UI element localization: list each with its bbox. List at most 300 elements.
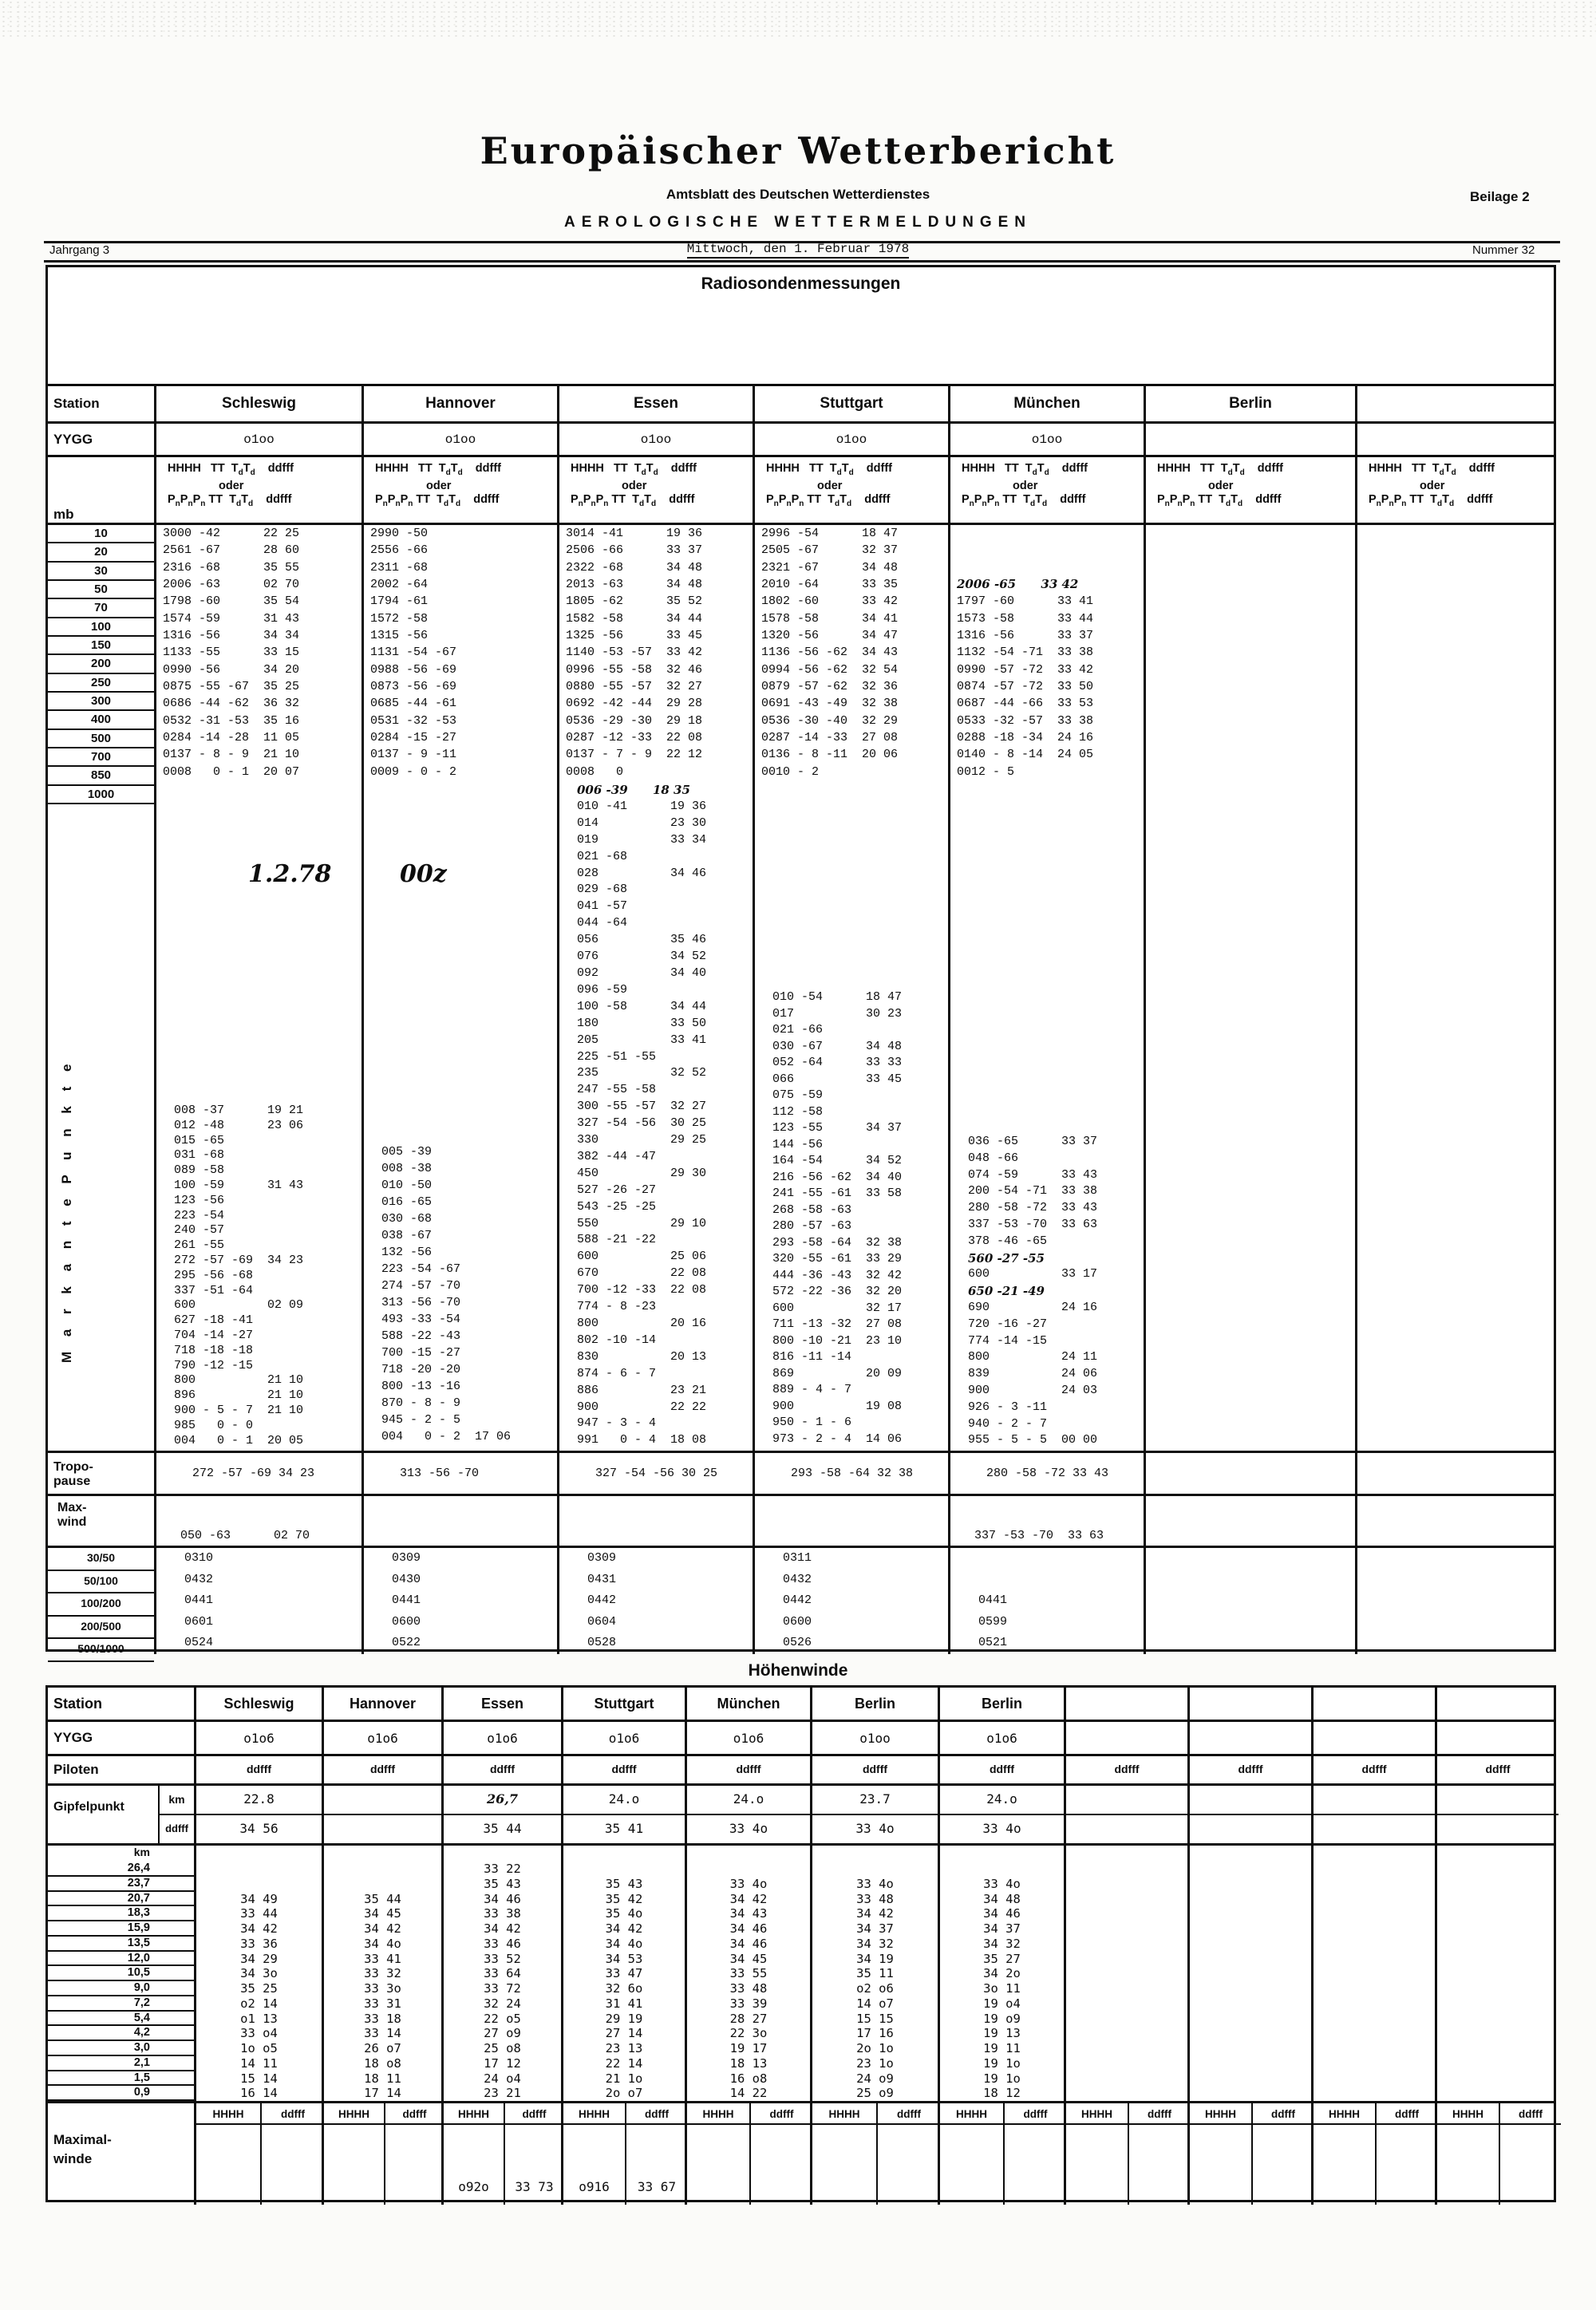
wind-value: 2o 1o bbox=[856, 2041, 894, 2055]
tropopause-value: 293 -58 -64 32 38 bbox=[791, 1467, 914, 1480]
wind-value: 31 41 bbox=[605, 1996, 643, 2011]
hw-gdd-cell-11 bbox=[1435, 1815, 1558, 1843]
level-line: 0008 0 bbox=[566, 764, 624, 779]
wind-value bbox=[1437, 1921, 1558, 1937]
max-ddfff-value bbox=[384, 2125, 444, 2205]
layer-label: 30/50 bbox=[48, 1548, 154, 1571]
hoehenwinde-table bbox=[45, 1685, 1556, 2202]
col-header-line1: HHHH TT $T_dT_d$ ddfff bbox=[962, 462, 1088, 477]
sig-line: 295 -56 -68 bbox=[174, 1268, 254, 1282]
sig-line: 005 -39 bbox=[381, 1145, 433, 1159]
rs-layer-cell-5 bbox=[948, 1548, 1144, 1654]
rs-colhdr-cell-6 bbox=[1144, 457, 1355, 523]
beilage-label: Beilage 2 bbox=[1470, 189, 1530, 204]
level-line: 0287 -12 -33 22 08 bbox=[566, 730, 703, 744]
maxwind-label bbox=[48, 1496, 154, 1530]
sig-line: 004 0 - 2 17 06 bbox=[381, 1430, 512, 1443]
layer-value bbox=[1146, 1590, 1355, 1612]
km-row-label: 10,5 bbox=[48, 1966, 194, 1981]
hw-station-label: Station bbox=[53, 1695, 102, 1712]
hw-piloten-cell-8 bbox=[1064, 1756, 1187, 1783]
col-header-line1: HHHH TT $T_dT_d$ ddfff bbox=[1157, 462, 1284, 477]
gipfel-km-value: 23.7 bbox=[812, 1786, 938, 1815]
gipfel-ddfff-value: 33 4o bbox=[982, 1821, 1021, 1836]
level-line: 0137 - 8 - 9 21 10 bbox=[163, 748, 300, 762]
sig-line: 950 - 1 - 6 bbox=[772, 1416, 852, 1429]
hw-gkm-cell-5 bbox=[685, 1786, 810, 1815]
sig-line: 313 -56 -70 bbox=[381, 1296, 461, 1309]
hw-maxval-cell-2 bbox=[322, 2125, 441, 2205]
rs-colhdr-cell-5 bbox=[948, 457, 1144, 523]
piloten-ddfff: ddfff bbox=[1361, 1763, 1387, 1775]
km-row-label: 23,7 bbox=[48, 1877, 194, 1892]
hw-yygg-cell-3 bbox=[441, 1722, 561, 1754]
level-line: 1794 -61 bbox=[370, 594, 429, 609]
sig-line: 800 -10 -21 23 10 bbox=[772, 1333, 903, 1348]
hw-piloten-cell-9 bbox=[1187, 1756, 1311, 1783]
col-header bbox=[364, 457, 557, 511]
rs-row-station bbox=[48, 384, 1554, 424]
wind-value: 32 24 bbox=[484, 1996, 521, 2011]
wind-value: 29 19 bbox=[605, 2011, 643, 2026]
wind-value bbox=[1437, 2041, 1558, 2056]
jahrgang-label: Jahrgang 3 bbox=[49, 243, 110, 257]
sig-line: 800 20 16 bbox=[577, 1317, 707, 1330]
max-hhhh-header: HHHH bbox=[687, 2103, 749, 2125]
sig-line: 038 -67 bbox=[381, 1229, 433, 1242]
issue-date: Mittwoch, den 1. Februar 1978 bbox=[687, 242, 909, 259]
hw-maxval-cell-11 bbox=[1435, 2125, 1558, 2205]
level-line: 1805 -62 35 52 bbox=[566, 594, 703, 609]
tropopause-value: 272 -57 -69 34 23 bbox=[192, 1467, 315, 1480]
wind-value: 34 53 bbox=[605, 1951, 643, 1966]
sig-line: 008 -37 19 21 bbox=[174, 1104, 304, 1117]
layer-value: 0442 bbox=[783, 1593, 812, 1608]
rs-max-cell-2 bbox=[361, 1496, 557, 1546]
maxwind-label-line: wind bbox=[57, 1515, 87, 1529]
max-ddfff-value bbox=[260, 2125, 324, 2205]
rs-mb-cell-0 bbox=[48, 525, 154, 801]
col-header-oder: oder bbox=[1208, 479, 1234, 492]
rs-mb-cell-3 bbox=[557, 525, 753, 780]
col-header bbox=[755, 457, 948, 511]
wind-value bbox=[1190, 1966, 1311, 1981]
hw-gdd-cell-5 bbox=[685, 1815, 810, 1843]
mb-label: mb bbox=[53, 507, 74, 522]
level-line: 3000 -42 22 25 bbox=[163, 527, 300, 540]
km-row-label: 1,5 bbox=[48, 2071, 194, 2087]
rs-sig-cell-5 bbox=[948, 780, 1144, 1451]
wind-value: 33 39 bbox=[729, 1996, 768, 2011]
wind-value: 34 42 bbox=[364, 1921, 401, 1936]
wind-value: 33 55 bbox=[729, 1966, 768, 1981]
wind-value: 33 41 bbox=[364, 1951, 401, 1966]
mb-level-label: 200 bbox=[48, 655, 154, 673]
sig-line: 010 -50 bbox=[381, 1179, 433, 1192]
level-line: 2006 -65 33 42 bbox=[957, 576, 1079, 591]
max-ddfff-value bbox=[1003, 2125, 1066, 2205]
sig-line: 320 -55 -61 33 29 bbox=[772, 1252, 903, 1266]
hw-station-cell-9 bbox=[1187, 1688, 1311, 1720]
level-line: 2506 -66 33 37 bbox=[566, 543, 703, 558]
sig-line: 650 -21 -49 bbox=[968, 1284, 1045, 1299]
wind-value: 33 64 bbox=[484, 1966, 521, 1981]
gipfel-ddfff-value: 33 4o bbox=[855, 1821, 895, 1836]
sig-line: 896 21 10 bbox=[174, 1388, 304, 1403]
rs-layer-cell-4 bbox=[753, 1548, 948, 1654]
layer-value: 0599 bbox=[978, 1614, 1008, 1629]
layer-value: 0600 bbox=[392, 1614, 421, 1629]
sig-line: 015 -65 bbox=[174, 1133, 225, 1147]
wind-value: 34 46 bbox=[729, 1936, 768, 1951]
rule-bottom bbox=[44, 260, 1560, 263]
sig-line: 164 -54 34 52 bbox=[772, 1154, 903, 1167]
sig-line: 774 -14 -15 bbox=[968, 1333, 1048, 1348]
col-header-oder: oder bbox=[426, 479, 452, 492]
tropopause-value bbox=[1357, 1453, 1558, 1494]
wind-value: 23 13 bbox=[605, 2041, 643, 2055]
sig-line: 940 - 2 - 7 bbox=[968, 1416, 1048, 1431]
hw-station-name: Essen bbox=[480, 1695, 524, 1712]
piloten-ddfff: ddfff bbox=[1485, 1763, 1511, 1775]
piloten-ddfff: ddfff bbox=[611, 1763, 637, 1775]
sig-line: 588 -21 -22 bbox=[577, 1233, 657, 1247]
sig-line: 076 34 52 bbox=[577, 950, 707, 964]
hw-piloten-cell-4 bbox=[561, 1756, 685, 1783]
sig-line: 900 19 08 bbox=[772, 1399, 903, 1413]
col-header-line2: $P_nP_nP_n$ TT $T_dT_d$ ddfff bbox=[1157, 492, 1282, 508]
wind-value: 16 o8 bbox=[729, 2071, 768, 2086]
wind-value: 34 46 bbox=[983, 1906, 1021, 1921]
sig-line: 036 -65 33 37 bbox=[968, 1135, 1098, 1148]
km-row-label: 13,5 bbox=[48, 1937, 194, 1952]
hw-station-cell-8 bbox=[1064, 1688, 1187, 1720]
layer-value bbox=[1357, 1570, 1558, 1591]
wind-value: 19 13 bbox=[983, 2026, 1021, 2041]
rs-trop-cell-5 bbox=[948, 1453, 1144, 1494]
tropopause-label bbox=[48, 1453, 154, 1489]
wind-value bbox=[1314, 1952, 1435, 1967]
sig-line: 030 -68 bbox=[381, 1212, 433, 1226]
hw-row-km bbox=[48, 1862, 1554, 2101]
sig-line: 096 -59 bbox=[577, 982, 628, 997]
layer-value: 0522 bbox=[392, 1636, 421, 1650]
wind-value bbox=[1314, 2012, 1435, 2027]
wind-value: 35 43 bbox=[605, 1876, 643, 1891]
gipfel-km-value: 24.o bbox=[940, 1786, 1064, 1815]
hw-row-yygg bbox=[48, 1722, 1554, 1756]
hw-gdd-cell-10 bbox=[1311, 1815, 1435, 1843]
wind-value: o2 o6 bbox=[856, 1981, 894, 1996]
hw-row-station bbox=[48, 1688, 1554, 1722]
wind-value: 34 32 bbox=[856, 1936, 894, 1951]
sig-line: 274 -57 -70 bbox=[381, 1279, 461, 1293]
level-line: 1131 -54 -67 bbox=[370, 646, 457, 660]
hw-maxhdr-cell-8 bbox=[1064, 2103, 1187, 2125]
wind-value bbox=[940, 1862, 1064, 1877]
wind-value: 1o o5 bbox=[240, 2041, 278, 2055]
sig-line: 056 35 46 bbox=[577, 933, 707, 947]
sig-line: 572 -22 -36 32 20 bbox=[772, 1285, 903, 1298]
hw-km-cell-0 bbox=[48, 1862, 194, 2101]
hw-gkm-cell-9 bbox=[1187, 1786, 1311, 1815]
sig-line: 839 24 06 bbox=[968, 1367, 1098, 1381]
markante-punkte-label: M a r k a n t e P u n k t e bbox=[59, 1058, 74, 1363]
max-ddfff-value bbox=[1499, 2125, 1561, 2205]
sig-line: 985 0 - 0 bbox=[174, 1418, 254, 1432]
hw-kmhdr-cell-4 bbox=[561, 1846, 685, 1862]
gipfel-km-value bbox=[1190, 1786, 1311, 1815]
sig-line: 690 24 16 bbox=[968, 1300, 1098, 1314]
rs-yygg-cell-7 bbox=[1355, 424, 1558, 455]
sig-line: 718 -20 -20 bbox=[381, 1363, 461, 1376]
max-ddfff-header: ddfff bbox=[749, 2103, 812, 2125]
hw-station-name: Berlin bbox=[981, 1695, 1022, 1712]
wind-value bbox=[1437, 1996, 1558, 2012]
wind-value: 33 4o bbox=[983, 1876, 1021, 1891]
wind-value: 34 4o bbox=[605, 1936, 643, 1951]
hw-maxhdr-cell-11 bbox=[1435, 2103, 1558, 2125]
wind-value: 34 42 bbox=[856, 1906, 894, 1921]
rs-trop-cell-1 bbox=[154, 1453, 361, 1494]
level-line: 2322 -68 34 48 bbox=[566, 560, 703, 575]
hw-maxhdr-cell-9 bbox=[1187, 2103, 1311, 2125]
wind-value: 18 11 bbox=[364, 2071, 401, 2086]
wind-value: 33 4o bbox=[856, 1876, 894, 1891]
wind-value: 35 43 bbox=[484, 1876, 521, 1891]
wind-value: 22 3o bbox=[729, 2026, 768, 2041]
layer-value: 0528 bbox=[587, 1636, 617, 1650]
hw-piloten-cell-6 bbox=[810, 1756, 938, 1783]
hw-station-cell-5 bbox=[685, 1688, 810, 1720]
level-line: 1133 -55 33 15 bbox=[163, 646, 300, 660]
hw-station-name: Stuttgart bbox=[594, 1695, 654, 1712]
tropopause-value: 327 -54 -56 30 25 bbox=[595, 1467, 718, 1480]
nummer-label: Nummer 32 bbox=[1472, 243, 1535, 257]
wind-value: 27 o9 bbox=[484, 2026, 521, 2041]
sig-line: 588 -22 -43 bbox=[381, 1329, 461, 1343]
max-hhhh-value bbox=[1314, 2125, 1375, 2205]
sig-line: 074 -59 33 43 bbox=[968, 1167, 1098, 1182]
wind-value bbox=[1190, 2056, 1311, 2071]
sig-line: 048 -66 bbox=[968, 1151, 1019, 1165]
sig-line: 132 -56 bbox=[381, 1246, 433, 1259]
gipfel-km-value: 22.8 bbox=[196, 1786, 322, 1815]
hw-station-cell-1 bbox=[194, 1688, 322, 1720]
wind-value: 16 14 bbox=[240, 2086, 278, 2101]
rs-colhdr-cell-4 bbox=[753, 457, 948, 523]
max-hhhh-header: HHHH bbox=[1190, 2103, 1251, 2125]
hw-station-cell-7 bbox=[938, 1688, 1064, 1720]
hw-gkm-cell-3 bbox=[441, 1786, 561, 1815]
sig-line: 816 -11 -14 bbox=[772, 1350, 852, 1364]
sig-line: 378 -46 -65 bbox=[968, 1234, 1048, 1248]
hw-piloten-cell-1 bbox=[194, 1756, 322, 1783]
sig-line: 112 -58 bbox=[772, 1104, 824, 1119]
hw-maxhdr-cell-10 bbox=[1311, 2103, 1435, 2125]
sig-line: 330 29 25 bbox=[577, 1133, 707, 1147]
max-ddfff-header: ddfff bbox=[625, 2103, 687, 2125]
wind-value: 33 46 bbox=[484, 1936, 521, 1951]
hw-gkm-cell-11 bbox=[1435, 1786, 1558, 1815]
hw-row-piloten bbox=[48, 1756, 1554, 1786]
layer-value bbox=[1146, 1612, 1355, 1633]
yygg-value: o1oo bbox=[1031, 432, 1063, 447]
wind-value: 33 72 bbox=[484, 1981, 521, 1996]
hw-yygg-value: o1o6 bbox=[367, 1730, 398, 1746]
mb-level-label: 10 bbox=[48, 525, 154, 543]
level-line: 1325 -56 33 45 bbox=[566, 628, 703, 642]
level-line: 1573 -58 33 44 bbox=[957, 611, 1094, 626]
layer-value: 0432 bbox=[184, 1572, 214, 1586]
layer-value: 0430 bbox=[392, 1572, 421, 1586]
hw-station-cell-0 bbox=[48, 1688, 194, 1720]
wind-value: 32 6o bbox=[605, 1981, 643, 1996]
yygg-value: o1oo bbox=[836, 432, 867, 447]
rs-yygg-cell-4 bbox=[753, 424, 948, 455]
hw-kmhdr-cell-2 bbox=[322, 1846, 441, 1862]
rs-row-colhdr bbox=[48, 457, 1554, 525]
col-header-line1: HHHH TT $T_dT_d$ ddfff bbox=[766, 462, 893, 477]
wind-value bbox=[1314, 1921, 1435, 1937]
level-line bbox=[950, 542, 1144, 559]
hw-station-name bbox=[1066, 1688, 1187, 1720]
rs-sig-cell-0 bbox=[48, 780, 154, 1451]
sig-line: 800 24 11 bbox=[968, 1350, 1098, 1364]
station-name: Essen bbox=[634, 395, 678, 412]
max-hhhh-value: o92o bbox=[458, 2179, 489, 2194]
maximalwinde-label-line: winde bbox=[53, 2151, 93, 2166]
wind-value: 33 52 bbox=[484, 1951, 521, 1966]
wind-value: 34 42 bbox=[240, 1921, 278, 1936]
wind-value bbox=[1066, 2026, 1187, 2041]
hw-maxhdr-cell-6 bbox=[810, 2103, 938, 2125]
sig-line: 029 -68 bbox=[577, 883, 628, 897]
wind-value: 19 o4 bbox=[983, 1996, 1021, 2011]
layer-value: 0442 bbox=[587, 1593, 617, 1608]
gipfel-km-value: 24.o bbox=[687, 1786, 810, 1815]
wind-value bbox=[1190, 1937, 1311, 1952]
wind-value bbox=[1437, 2086, 1558, 2101]
tropopause-value: 313 -56 -70 bbox=[400, 1467, 480, 1480]
hw-row-gdd bbox=[48, 1815, 1554, 1846]
wind-value: 33 36 bbox=[240, 1936, 278, 1951]
level-line: 0996 -55 -58 32 46 bbox=[566, 662, 703, 677]
rs-station-cell-7 bbox=[1355, 386, 1558, 421]
layer-value bbox=[1146, 1570, 1355, 1591]
hw-yygg-value: o1o6 bbox=[608, 1730, 640, 1746]
piloten-ddfff: ddfff bbox=[736, 1763, 761, 1775]
level-line: 0994 -56 -62 32 54 bbox=[761, 662, 899, 677]
rs-colhdr-cell-0 bbox=[48, 457, 154, 523]
sig-line: 092 34 40 bbox=[577, 965, 707, 980]
level-line: 0875 -55 -67 35 25 bbox=[163, 679, 300, 693]
wind-value: 33 4o bbox=[729, 1876, 768, 1891]
wind-value: 15 14 bbox=[240, 2071, 278, 2086]
layer-label: 200/500 bbox=[48, 1617, 154, 1640]
layer-value: 0524 bbox=[184, 1636, 214, 1650]
maxwind-value: 337 -53 -70 33 63 bbox=[974, 1529, 1104, 1542]
wind-value bbox=[324, 1877, 441, 1892]
sig-line: 600 32 17 bbox=[772, 1301, 903, 1315]
rs-trop-cell-7 bbox=[1355, 1453, 1558, 1494]
hw-gkm-cell-7 bbox=[938, 1786, 1064, 1815]
wind-value bbox=[1190, 2012, 1311, 2027]
wind-value: 17 12 bbox=[484, 2055, 521, 2071]
sig-line: 240 -57 bbox=[174, 1223, 225, 1238]
hw-kmhdr-cell-0 bbox=[48, 1846, 194, 1862]
mb-level-label: 300 bbox=[48, 693, 154, 711]
sig-line: 560 -27 -55 bbox=[968, 1250, 1045, 1266]
tropopause-value bbox=[1146, 1453, 1355, 1494]
wind-value bbox=[1314, 1892, 1435, 1907]
km-col-header: km bbox=[133, 1846, 150, 1858]
layer-value: 0521 bbox=[978, 1636, 1008, 1650]
section-title: AEROLOGISCHE WETTERMELDUNGEN bbox=[563, 214, 1033, 231]
sig-line: 711 -13 -32 27 08 bbox=[772, 1317, 903, 1331]
wind-value: 34 4o bbox=[364, 1936, 401, 1951]
piloten-ddfff: ddfff bbox=[989, 1763, 1015, 1775]
sig-line: 991 0 - 4 18 08 bbox=[577, 1433, 707, 1447]
layer-value: 0601 bbox=[184, 1614, 214, 1629]
rs-colhdr-cell-3 bbox=[557, 457, 753, 523]
level-line: 0990 -57 -72 33 42 bbox=[957, 662, 1094, 677]
wind-value bbox=[1437, 2026, 1558, 2041]
sig-line: 066 33 45 bbox=[772, 1072, 903, 1086]
hw-yygg-cell-6 bbox=[810, 1722, 938, 1754]
wind-value: o1 13 bbox=[240, 2011, 278, 2026]
hw-row-kmhdr bbox=[48, 1846, 1554, 1862]
hw-km-cell-3 bbox=[441, 1862, 561, 2101]
hw-gkm-cell-4 bbox=[561, 1786, 685, 1815]
hw-row-maxhdr bbox=[48, 2101, 1554, 2166]
col-header-line2: $P_nP_nP_n$ TT $T_dT_d$ ddfff bbox=[168, 492, 292, 508]
sig-line: 973 - 2 - 4 14 06 bbox=[772, 1431, 903, 1446]
wind-value: 34 48 bbox=[983, 1891, 1021, 1906]
sig-line: 241 -55 -61 33 58 bbox=[772, 1187, 903, 1200]
station-name: München bbox=[1013, 395, 1080, 412]
sig-line: 205 33 41 bbox=[577, 1033, 707, 1047]
sig-line: 008 -38 bbox=[381, 1162, 433, 1175]
mb-level-label: 70 bbox=[48, 599, 154, 618]
wind-value bbox=[1437, 1877, 1558, 1892]
sig-line: 030 -67 34 48 bbox=[772, 1039, 903, 1053]
level-line: 0008 0 - 1 20 07 bbox=[163, 764, 300, 779]
wind-value: 23 1o bbox=[856, 2055, 894, 2071]
hw-maxval-cell-6 bbox=[810, 2125, 938, 2205]
level-line: 0136 - 8 -11 20 06 bbox=[761, 748, 899, 762]
gipfel-ddfff-value bbox=[1066, 1815, 1187, 1821]
hw-piloten-cell-7 bbox=[938, 1756, 1064, 1783]
hw-station-cell-2 bbox=[322, 1688, 441, 1720]
layer-value: 0526 bbox=[783, 1636, 812, 1650]
gipfel-km-value bbox=[1314, 1786, 1435, 1815]
hw-gdd-cell-1 bbox=[194, 1815, 322, 1843]
hw-piloten-cell-0 bbox=[48, 1756, 194, 1783]
rs-max-cell-4 bbox=[753, 1496, 948, 1546]
level-line: 0990 -56 34 20 bbox=[163, 662, 300, 677]
sig-line: 800 -13 -16 bbox=[381, 1380, 461, 1393]
sig-line: 327 -54 -56 30 25 bbox=[577, 1116, 707, 1131]
sig-line: 889 - 4 - 7 bbox=[772, 1383, 852, 1396]
hw-yygg-value bbox=[1314, 1722, 1435, 1754]
hw-yygg-cell-9 bbox=[1187, 1722, 1311, 1754]
max-hhhh-header: HHHH bbox=[1314, 2103, 1375, 2125]
max-ddfff-header: ddfff bbox=[1375, 2103, 1437, 2125]
wind-value: 22 14 bbox=[605, 2055, 643, 2071]
sig-line: 900 - 5 - 7 21 10 bbox=[174, 1403, 304, 1417]
col-header bbox=[1146, 457, 1355, 511]
